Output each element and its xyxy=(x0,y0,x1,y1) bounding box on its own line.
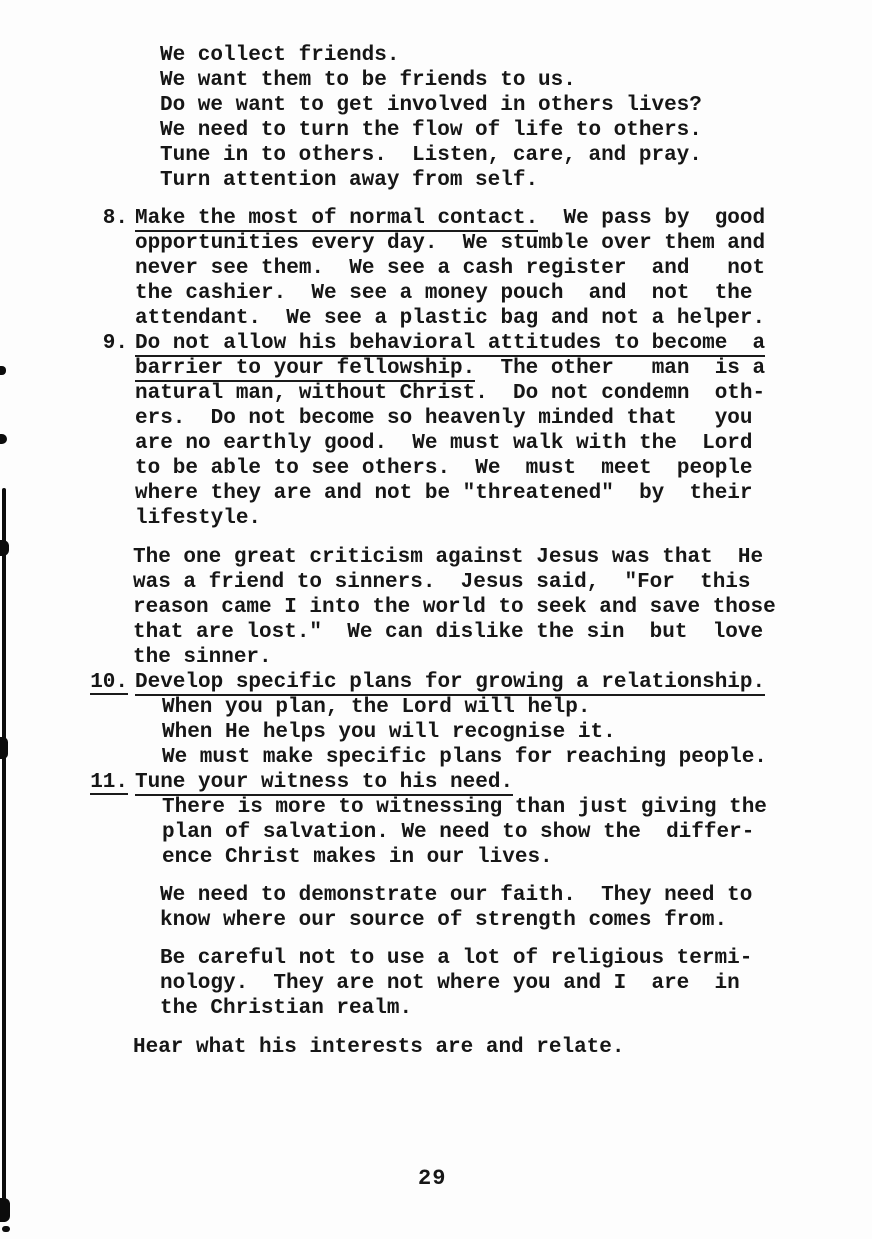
item-heading-line xyxy=(135,206,872,231)
text-line: We need to demonstrate our faith. They need to xyxy=(160,884,753,907)
item-number: 9. xyxy=(102,332,128,355)
paragraph-demonstrate xyxy=(160,883,872,933)
text-line: was a friend to sinners. Jesus said, "For this xyxy=(133,571,751,594)
text-line: When you plan, the Lord will help. xyxy=(162,696,591,719)
text-line: to be able to see others. We must meet people xyxy=(135,457,753,480)
item-heading-line xyxy=(135,356,872,381)
item-heading: barrier to your fellowship. xyxy=(135,357,476,380)
text-line: attendant. We see a plastic bag and not a helper. xyxy=(135,307,766,330)
list-item-10 xyxy=(90,670,872,770)
item-number: 10. xyxy=(90,671,128,694)
text-line: ers. Do not become so heavenly minded that you xyxy=(135,407,753,430)
text-line: When He helps you will recognise it. xyxy=(162,721,616,744)
text-line: opportunities every day. We stumble over them and xyxy=(135,232,766,255)
scan-blob xyxy=(0,1198,10,1222)
text-line: Be careful not to use a lot of religious termi- xyxy=(160,947,753,970)
text-line: where they are and not be "threatened" by their xyxy=(135,482,753,505)
text-line: ence Christ makes in our lives. xyxy=(162,846,553,869)
text-line: Tune in to others. Listen, care, and pray. xyxy=(160,144,702,167)
item-heading: Tune your witness to his need. xyxy=(135,771,514,794)
item-number: 8. xyxy=(102,207,128,230)
item-body xyxy=(135,770,872,870)
text-line: are no earthly good. We must walk with the Lord xyxy=(135,432,753,455)
item-heading: Develop specific plans for growing a relationship. xyxy=(135,671,766,694)
text-line: We collect friends. xyxy=(160,44,400,67)
text-line: that are lost." We can dislike the sin but love xyxy=(133,621,764,644)
paragraph-terminology xyxy=(160,946,872,1021)
text-line: We need to turn the flow of life to others. xyxy=(160,119,702,142)
text-line: We must make specific plans for reaching people. xyxy=(162,746,767,769)
text-line: the sinner. xyxy=(133,646,272,669)
item-heading-rest: We pass by good xyxy=(538,207,766,230)
item-heading-line xyxy=(135,670,872,695)
text-line: know where our source of strength comes from. xyxy=(160,909,728,932)
intro-block xyxy=(160,43,872,193)
item-heading: Do not allow his behavioral attitudes to become a xyxy=(135,332,766,355)
text-line: lifestyle. xyxy=(135,507,262,530)
item-heading-rest: The other man is a xyxy=(475,357,766,380)
text-line: The one great criticism against Jesus was that He xyxy=(133,546,764,569)
item-heading-line xyxy=(135,331,872,356)
text-line: plan of salvation. We need to show the differ- xyxy=(162,821,755,844)
text-line: Do we want to get involved in others lives? xyxy=(160,94,702,117)
text-line: nology. They are not where you and I are in xyxy=(160,972,740,995)
closing-line-block xyxy=(133,1035,872,1060)
page-content xyxy=(0,43,872,1060)
scan-speck xyxy=(2,1226,10,1232)
text-line: Hear what his interests are and relate. xyxy=(133,1036,625,1059)
text-line: never see them. We see a cash register and not xyxy=(135,257,766,280)
text-line: natural man, without Christ. Do not condemn oth- xyxy=(135,382,766,405)
page-number: 29 xyxy=(418,1166,447,1191)
text-line: the Christian realm. xyxy=(160,997,413,1020)
text-line: We want them to be friends to us. xyxy=(160,69,576,92)
list-item-9 xyxy=(90,331,872,531)
item-body xyxy=(135,670,872,770)
text-line: There is more to witnessing than just giving the xyxy=(162,796,767,819)
item-number: 11. xyxy=(90,771,128,794)
item-body xyxy=(135,206,872,331)
text-line: the cashier. We see a money pouch and not the xyxy=(135,282,753,305)
text-line: Turn attention away from self. xyxy=(160,169,539,192)
list-item-11 xyxy=(90,770,872,870)
text-line: reason came I into the world to seek and save those xyxy=(133,596,776,619)
item-body xyxy=(135,331,872,531)
list-item-8 xyxy=(90,206,872,331)
item-heading-line xyxy=(135,770,872,795)
paragraph-criticism xyxy=(133,545,872,670)
item-heading: Make the most of normal contact. xyxy=(135,207,539,230)
